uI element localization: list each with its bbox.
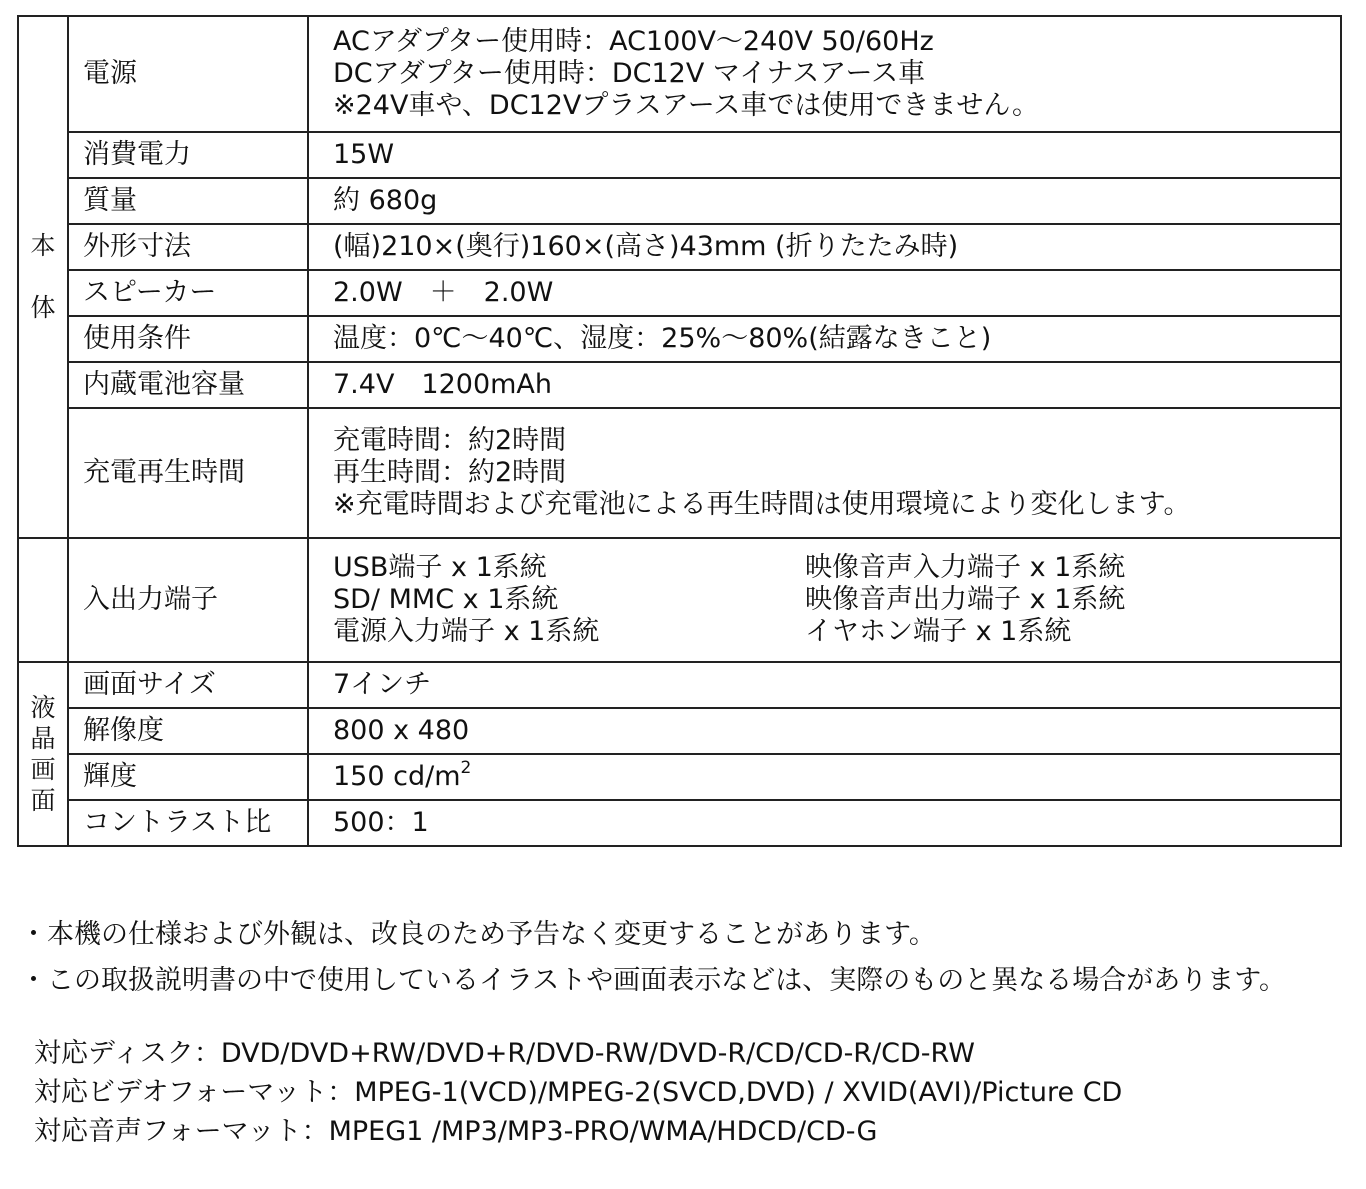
row-value [308, 538, 1341, 662]
table-row [18, 16, 1341, 132]
row-value: 充電時間：約2時間 再生時間：約2時間 ※充電時間および充電池による再生時間は使用環境により変化します。 [308, 408, 1341, 538]
row-label: 輝度 [68, 754, 308, 800]
row-value: 500：1 [308, 800, 1341, 846]
group-label-lcd: 液晶画面 [18, 662, 68, 846]
table-row [18, 662, 1341, 708]
group-label-main: 本体 [18, 16, 68, 538]
row-label: スピーカー [68, 270, 308, 316]
row-label: 電源 [68, 16, 308, 132]
format-line: 対応音声フォーマット：MPEG1 /MP3/MP3-PRO/WMA/HDCD/CD-G [34, 1116, 878, 1147]
table-row [18, 708, 1341, 754]
table-row [18, 754, 1341, 800]
table-row [18, 538, 1341, 662]
io-ports-right: 映像音声入力端子 x 1系統 映像音声出力端子 x 1系統 イヤホン端子 x 1系統 [805, 552, 1126, 647]
notes [20, 912, 1286, 1004]
row-label: 解像度 [68, 708, 308, 754]
supported-formats [34, 1034, 1122, 1151]
row-label: 内蔵電池容量 [68, 362, 308, 408]
row-label: 消費電力 [68, 132, 308, 178]
row-value: 800 x 480 [308, 708, 1341, 754]
row-label: 外形寸法 [68, 224, 308, 270]
row-label: 入出力端子 [68, 538, 308, 662]
row-label: 充電再生時間 [68, 408, 308, 538]
row-value: 2.0W ＋ 2.0W [308, 270, 1341, 316]
io-ports-left: USB端子 x 1系統 SD/ MMC x 1系統 電源入力端子 x 1系統 [333, 552, 600, 647]
table-row [18, 408, 1341, 538]
table-row [18, 800, 1341, 846]
table-row [18, 362, 1341, 408]
table-row [18, 270, 1341, 316]
spec-table [17, 15, 1342, 847]
format-line: 対応ビデオフォーマット：MPEG-1(VCD)/MPEG-2(SVCD,DVD) / XVID(AVI)/Picture CD [34, 1077, 1123, 1108]
row-value: (幅)210×(奥行)160×(高さ)43mm (折りたたみ時) [308, 224, 1341, 270]
table-row [18, 132, 1341, 178]
row-value: 7.4V 1200mAh [308, 362, 1341, 408]
row-value: 約 680g [308, 178, 1341, 224]
note-item: ・本機の仕様および外観は、改良のため予告なく変更することがあります。 [20, 919, 936, 950]
table-row [18, 316, 1341, 362]
group-label-io [18, 538, 68, 662]
table-row [18, 224, 1341, 270]
note-item: ・この取扱説明書の中で使用しているイラストや画面表示などは、実際のものと異なる場合があります。 [20, 965, 1287, 996]
row-label: 質量 [68, 178, 308, 224]
table-row [18, 178, 1341, 224]
row-label: 使用条件 [68, 316, 308, 362]
format-line: 対応ディスク：DVD/DVD+RW/DVD+R/DVD-RW/DVD-R/CD/CD-R/CD-RW [34, 1038, 975, 1069]
row-label: コントラスト比 [68, 800, 308, 846]
row-label: 画面サイズ [68, 662, 308, 708]
row-value: 温度：0℃〜40℃、湿度：25%〜80%(結露なきこと) [308, 316, 1341, 362]
row-value: 15W [308, 132, 1341, 178]
io-ports [333, 552, 1340, 648]
row-value: ACアダプター使用時：AC100V〜240V 50/60Hz DCアダプター使用時：DC12V マイナスアース車 ※24V車や、DC12Vプラスアース車では使用できません。 [308, 16, 1341, 132]
row-value: 150 $cd/m^2$ [308, 754, 1341, 800]
row-value: 7インチ [308, 662, 1341, 708]
